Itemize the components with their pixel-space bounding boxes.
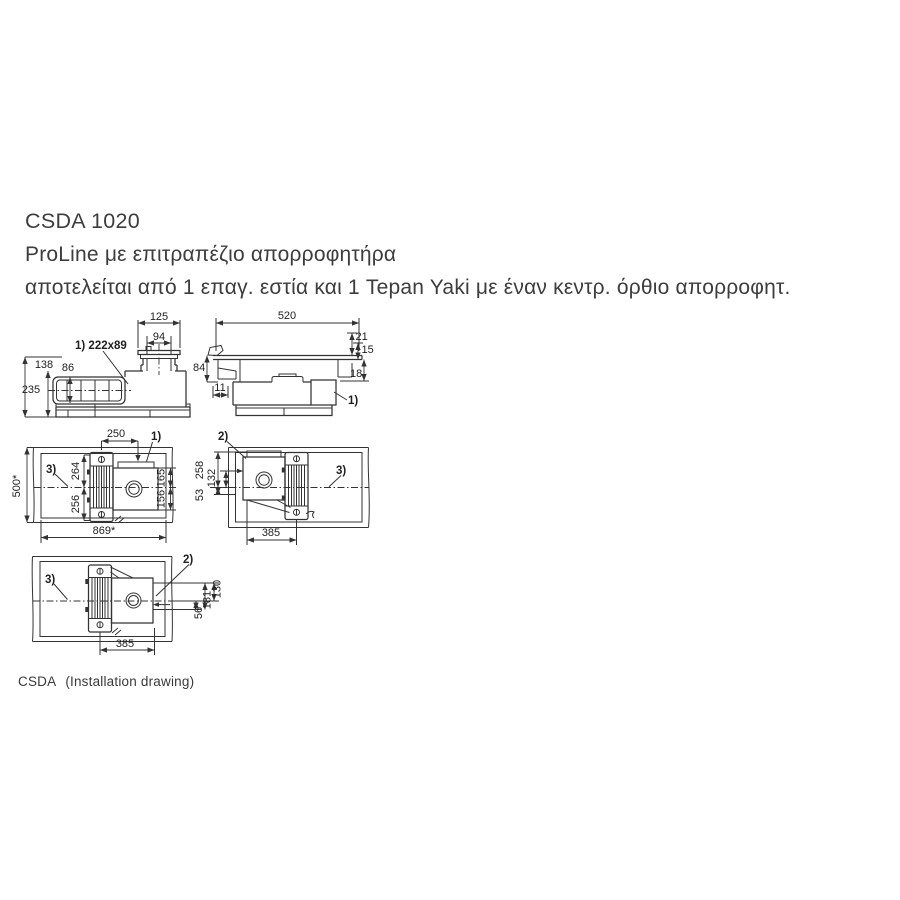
dimension-label: 56	[193, 606, 205, 620]
dimension-label: 132	[206, 468, 218, 488]
dimension-label: 130	[211, 579, 224, 599]
dimension-label: 235	[21, 384, 41, 396]
dimension-label: 250	[106, 428, 126, 440]
caption-note: (Installation drawing)	[65, 674, 195, 689]
reference-label: 2)	[183, 554, 194, 566]
dimension-label: 15	[361, 344, 374, 356]
dimension-label: 869*	[92, 525, 116, 537]
reference-label: 2)	[218, 431, 229, 443]
dimension-label: 84	[193, 362, 206, 374]
dimension-label: 86	[61, 362, 75, 374]
dimension-label: 258	[194, 460, 206, 480]
product-header	[25, 205, 791, 304]
reference-label: 1) 222x89	[75, 340, 127, 352]
reference-label: 3)	[45, 574, 56, 586]
dimension-label: 165	[155, 468, 168, 488]
product-subtitle: ProLine με επιτραπέζιο απορροφητήρα	[25, 243, 397, 266]
reference-label: 3)	[336, 465, 347, 477]
dimension-label: 520	[277, 310, 297, 322]
dimension-label: 94	[152, 331, 166, 343]
dimension-labels	[11, 310, 374, 650]
reference-label: 3)	[46, 464, 57, 476]
dimension-label: 18	[350, 368, 363, 380]
dimension-label: 500*	[11, 474, 23, 498]
drawing-caption	[18, 674, 194, 689]
installation-drawing	[0, 295, 430, 675]
dimension-label: 138	[34, 359, 54, 371]
dimension-label: 125	[149, 311, 169, 323]
reference-label: 1)	[151, 431, 162, 443]
dimension-label: 11	[214, 382, 226, 394]
product-description: αποτελείται από 1 επαγ. εστία και 1 Tepan Yaki με έναν κεντρ. όρθιο απορροφητ.	[25, 276, 791, 299]
page-title: CSDA 1020	[25, 209, 141, 233]
view-side-right	[207, 318, 369, 416]
dimension-label: 53	[194, 488, 206, 502]
caption-model: CSDA	[18, 674, 57, 689]
dimension-label: 385	[115, 638, 135, 650]
view-plan-right	[210, 442, 369, 546]
dimension-label: 385	[261, 527, 281, 539]
dimension-label: 21	[355, 331, 368, 343]
dimension-label: 264	[70, 461, 82, 481]
dimension-label: 156	[155, 489, 168, 509]
dimension-label: 181	[201, 590, 214, 610]
dimension-label: 256	[70, 494, 82, 514]
reference-label: 1)	[348, 395, 359, 407]
